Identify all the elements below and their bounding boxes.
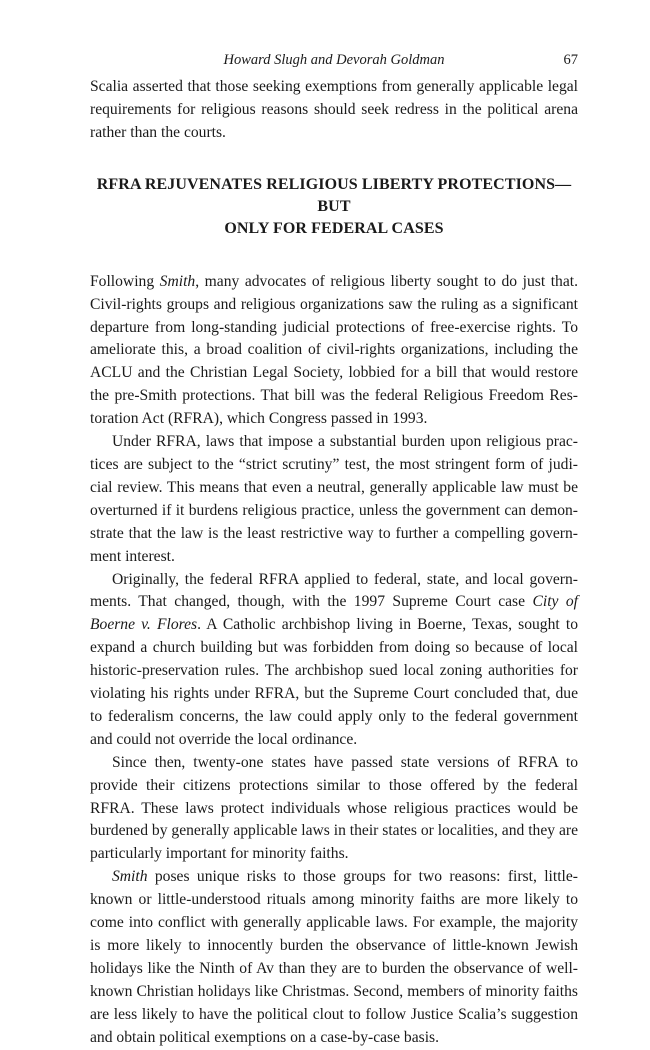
case-name-city-of-boerne: City of Boerne v. Flores [90, 593, 579, 634]
case-name-smith-2: Smith [112, 868, 148, 886]
section-heading-line-2: ONLY FOR FEDERAL CASES [224, 219, 444, 237]
section-heading [90, 174, 578, 240]
section-heading-line-1: RFRA REJUVENATES RELIGIOUS LIBERTY PROTECTIONS—BUT [96, 175, 572, 215]
paragraph-1-rest: , many advocates of religious liberty sought to do just that. Civil-rights groups and religious organizations saw the ruling as a significant departure from long-standing judicial protections of free-exercise rights. To ameliorate this, a broad coalition of civil-rights organizations, including the ACLU and the Christian Legal Society, lobbied for a bill that would restore the pre-Smith protections. That bill was the federal Religious Freedom Restoration Act (RFRA), which Congress passed in 1993. [90, 272, 578, 428]
paragraph-5-rest: poses unique risks to those groups for two reasons: first, little-known or little-understood rituals among minority faiths are more likely to come into conflict with generally applicable laws. For example, the majority is more likely to innocently burden the observance of little-known Jewish holidays like the Ninth of Av than they are to burden the observance of well-known Christian holidays like Christmas. Second, members of minority faiths are less likely to have the political clout to follow Justice Scalia’s suggestion and obtain political exemptions on a case-by-case basis. [90, 868, 578, 1046]
paragraph-5 [90, 866, 578, 1049]
paragraph-3-rest: . A Catholic archbishop living in Boerne, Texas, sought to expand a church building but was forbidden from doing so because of local historic-preservation rules. The archbishop sued local zoning authorities for violating his rights under RFRA, but the Supreme Court concluded that, due to federalism concerns, the law could apply only to the federal government and could not override the local ordinance. [90, 616, 578, 748]
paragraph-4: Since then, twenty-one states have passed state versions of RFRA to provide their citizens protections similar to those offered by the federal RFRA. These laws protect individuals whose religious practices would be burdened by generally applicable laws in their states or localities, and they are particularly important for minority faiths. [90, 753, 578, 863]
running-head-authors: Howard Slugh and Devorah Goldman [223, 52, 445, 68]
paragraph-2: Under RFRA, laws that impose a substantial burden upon religious practices are subject to the “strict scrutiny” test, the most stringent form of judicial review. This means that even a neutral, generally applicable law must be overturned if it burdens religious practice, unless the government can demonstrate that the law is the least restrictive way to further a compelling government interest. [90, 433, 578, 565]
paragraph-1-start: Following [90, 272, 160, 290]
document-page [90, 52, 578, 1050]
page-number: 67 [563, 52, 578, 68]
case-name-smith: Smith [159, 272, 196, 290]
intro-paragraph: Scalia asserted that those seeking exemptions from generally applicable legal requirements for religious reasons should seek redress in the political arena rather than the courts. [90, 78, 578, 141]
paragraph-3-start: Originally, the federal RFRA applied to federal, state, and local governments. That changed, though, with the 1997 Supreme Court case [90, 570, 578, 611]
running-header [90, 52, 578, 74]
paragraph-3 [90, 569, 578, 752]
paragraph-1 [90, 271, 578, 431]
